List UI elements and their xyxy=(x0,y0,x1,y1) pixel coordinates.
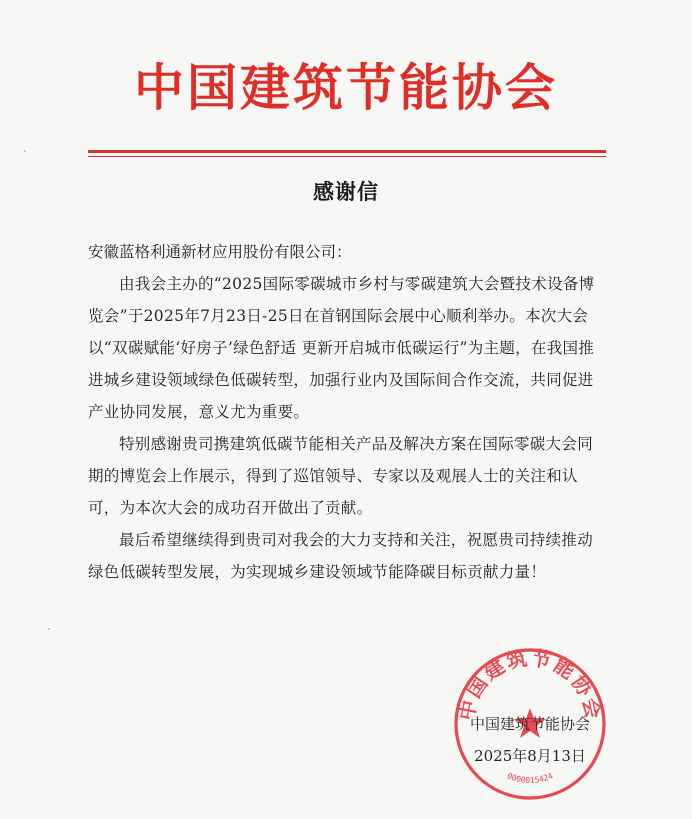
letter-body xyxy=(88,268,603,588)
scan-speck xyxy=(24,150,26,152)
paragraph-2: 特别感谢贵司携建筑低碳节能相关产品及解决方案在国际零碳大会同期的博览会上作展示，得到了巡馆领导、专家以及观展人士的关注和认可，为本次大会的成功召开做出了贡献。 xyxy=(88,435,594,517)
paragraph-3: 最后希望继续得到贵司对我会的大力支持和关注，祝愿贵司持续推动绿色低碳转型发展，为实现城乡建设领域节能降碳目标贡献力量！ xyxy=(88,531,594,581)
letterhead-rule-thin xyxy=(88,156,606,157)
seal-text: 中国建筑节能协会 xyxy=(454,646,606,723)
seal-serial: 0000015424 xyxy=(505,771,555,786)
scan-speck xyxy=(48,628,50,630)
paragraph-1: 由我会主办的“2025国际零碳城市乡村与零碳建筑大会暨技术设备博览会”于2025年7月23日-25日在首钢国际会展中心顺利举办。本次大会以“双碳赋能‘好房子’绿色舒适 更新开启城市低碳运行”为主题，在我国推进城乡建设领域绿色低碳转型，加强行业内及国际间合作交流，共同促进产业协同发展，意义尤为重要。 xyxy=(88,275,595,421)
salutation: 安徽蓝格利通新材应用股份有限公司： xyxy=(88,243,352,261)
letter-title: 感谢信 xyxy=(313,180,379,204)
signature-block xyxy=(455,708,605,772)
signature-date: 2025年8月13日 xyxy=(474,747,586,765)
letterhead-rule-thick xyxy=(88,150,606,153)
signature-org: 中国建筑节能协会 xyxy=(469,715,590,733)
letterhead-title: 中国建筑节能协会 xyxy=(134,59,558,117)
